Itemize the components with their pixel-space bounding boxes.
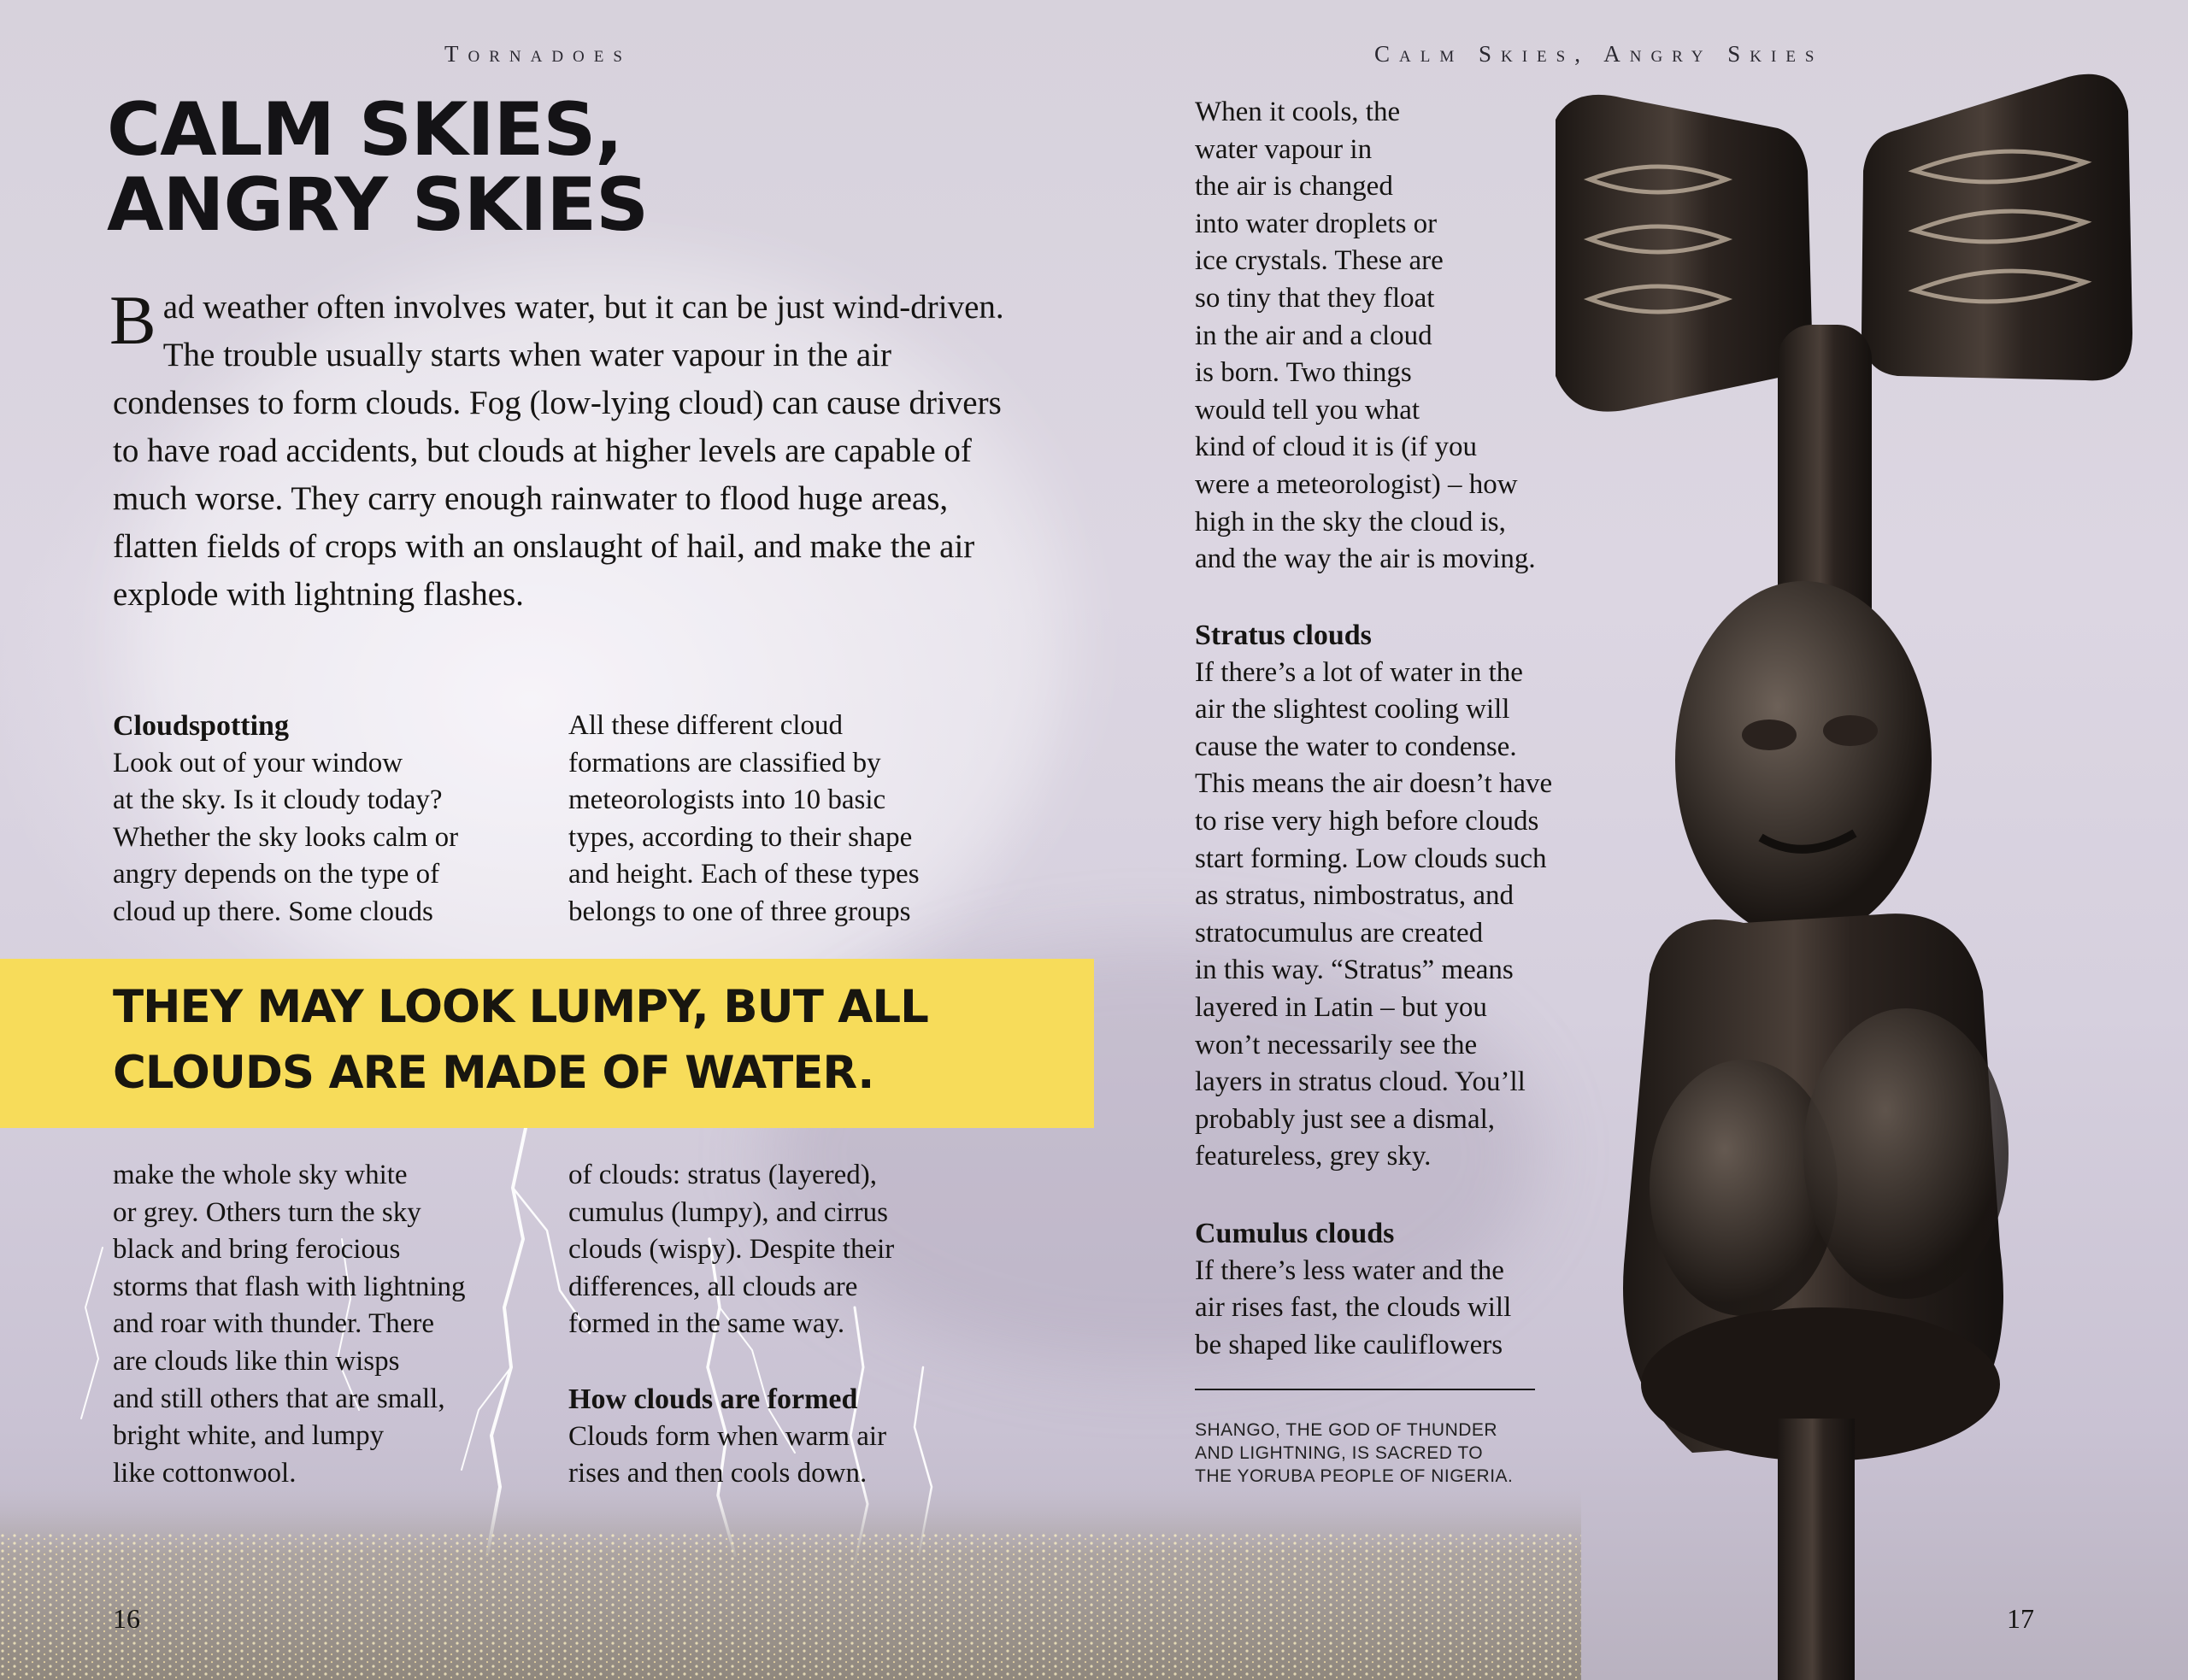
shango-statue-image	[1521, 51, 2137, 1680]
drop-cap: B	[109, 281, 156, 359]
text-line: cloud up there. Some clouds	[113, 896, 433, 927]
cumulus-section	[1195, 1215, 1511, 1364]
text-line: All these different cloud	[568, 710, 844, 741]
text-line: start forming. Low clouds such	[1195, 843, 1547, 874]
caption-line: SHANGO, THE GOD OF THUNDER	[1195, 1420, 1498, 1440]
column-1-bottom	[113, 1157, 465, 1492]
text-line: so tiny that they float	[1195, 282, 1435, 314]
caption-line: THE YORUBA PEOPLE OF NIGERIA.	[1195, 1466, 1514, 1486]
text-line: won’t necessarily see the	[1195, 1029, 1478, 1060]
statue-caption	[1195, 1419, 1554, 1488]
text-line: Whether the sky looks calm or	[113, 821, 459, 853]
text-line: into water droplets or	[1195, 208, 1438, 239]
intro-text: ad weather often involves water, but it can be just wind-driven. The trouble usually starts when water vapour in the air condenses to form clouds. Fog (low-lying cloud) can cause drivers to have road accidents, but clouds at higher levels are capable of much worse. They carry enough rainwater to flood huge areas, flatten fields of crops with an onslaught of hail, and make the air explode with lightning flashes.	[113, 289, 1004, 613]
caption-line: AND LIGHTNING, IS SACRED TO	[1195, 1443, 1484, 1463]
pull-quote-line: THEY MAY LOOK LUMPY, BUT ALL	[113, 981, 928, 1033]
text-line: be shaped like cauliflowers	[1195, 1329, 1503, 1360]
text-line: If there’s less water and the	[1195, 1254, 1504, 1286]
staff-base	[1778, 1419, 1855, 1680]
text-line: make the whole sky white	[113, 1160, 408, 1190]
text-line: the air is changed	[1195, 171, 1393, 203]
lightning-bolt	[462, 1367, 511, 1470]
page-number-right: 17	[2007, 1603, 2034, 1634]
text-line: featureless, grey sky.	[1195, 1141, 1432, 1172]
text-line: clouds (wispy). Despite their	[568, 1234, 895, 1266]
title-line: ANGRY SKIES	[107, 162, 649, 248]
how-clouds-formed-heading: How clouds are formed	[568, 1383, 858, 1415]
axe-head	[1862, 74, 2132, 381]
text-line: in this way. “Stratus” means	[1195, 955, 1514, 986]
text-line: air the slightest cooling will	[1195, 694, 1510, 725]
text-line: This means the air doesn’t have	[1195, 768, 1553, 800]
text-line: cumulus (lumpy), and cirrus	[568, 1196, 888, 1228]
text-line: water vapour in	[1195, 133, 1373, 165]
text-line: high in the sky the cloud is,	[1195, 506, 1506, 537]
text-line: are clouds like thin wisps	[113, 1345, 400, 1377]
caption-rule	[1195, 1389, 1535, 1390]
axe-head	[1556, 95, 1813, 412]
text-line: at the sky. Is it cloudy today?	[113, 784, 443, 816]
text-line: formations are classified by	[568, 747, 881, 778]
text-line: like cottonwool.	[113, 1457, 297, 1489]
intro-paragraph	[109, 281, 1010, 619]
text-line: and still others that are small,	[113, 1383, 445, 1414]
city-lights-image	[0, 1487, 1581, 1680]
text-line: probably just see a dismal,	[1195, 1103, 1496, 1135]
column-2-bottom	[568, 1157, 894, 1493]
text-line: rises and then cools down.	[568, 1458, 868, 1489]
text-line: layered in Latin – but you	[1195, 991, 1487, 1023]
text-line: were a meteorologist) – how	[1195, 468, 1518, 500]
cloudspotting-heading: Cloudspotting	[113, 710, 289, 742]
pull-quote	[113, 974, 928, 1106]
text-line: If there’s a lot of water in the	[1195, 656, 1523, 688]
column-1-top	[113, 708, 458, 931]
text-line: of clouds: stratus (layered),	[568, 1160, 878, 1190]
text-line: angry depends on the type of	[113, 859, 440, 890]
pull-quote-line: CLOUDS ARE MADE OF WATER.	[113, 1047, 874, 1099]
title-line: CALM SKIES,	[107, 87, 622, 173]
text-line: Clouds form when warm air	[568, 1420, 887, 1452]
text-line: differences, all clouds are	[568, 1271, 858, 1302]
text-line: storms that flash with lightning	[113, 1271, 466, 1302]
stratus-heading: Stratus clouds	[1195, 620, 1372, 651]
text-line: belongs to one of three groups	[568, 896, 911, 927]
stratus-section	[1195, 617, 1552, 1176]
text-line: and the way the air is moving.	[1195, 543, 1536, 575]
right-column-top	[1195, 94, 1536, 579]
text-line: layers in stratus cloud. You’ll	[1195, 1066, 1526, 1098]
cumulus-heading: Cumulus clouds	[1195, 1218, 1395, 1249]
text-line: types, according to their shape	[568, 821, 913, 853]
text-line: air rises fast, the clouds will	[1195, 1292, 1512, 1324]
text-line: formed in the same way.	[568, 1308, 845, 1340]
lightning-bolt	[81, 1248, 103, 1419]
page-number-left: 16	[113, 1603, 140, 1634]
text-line: meteorologists into 10 basic	[568, 784, 886, 816]
text-line: or grey. Others turn the sky	[113, 1196, 421, 1228]
text-line: as stratus, nimbostratus, and	[1195, 880, 1515, 912]
text-line: cause the water to condense.	[1195, 731, 1517, 762]
text-line: stratocumulus are created	[1195, 917, 1484, 949]
column-2-top	[568, 708, 920, 931]
text-line: black and bring ferocious	[113, 1234, 401, 1266]
text-line: kind of cloud it is (if you	[1195, 432, 1477, 463]
text-line: and height. Each of these types	[568, 859, 920, 890]
text-line: ice crystals. These are	[1195, 245, 1444, 277]
text-line: would tell you what	[1195, 394, 1420, 426]
text-line: is born. Two things	[1195, 357, 1412, 389]
text-line: and roar with thunder. There	[113, 1308, 435, 1340]
running-head-right: Calm Skies, Angry Skies	[1374, 41, 1824, 67]
text-line: When it cools, the	[1195, 97, 1401, 127]
text-line: Look out of your window	[113, 747, 403, 778]
page-title	[107, 87, 649, 248]
running-head-left: Tornadoes	[444, 41, 632, 67]
text-line: to rise very high before clouds	[1195, 805, 1539, 837]
figure-head	[1675, 581, 1932, 940]
text-line: in the air and a cloud	[1195, 320, 1432, 351]
text-line: bright white, and lumpy	[113, 1420, 385, 1452]
